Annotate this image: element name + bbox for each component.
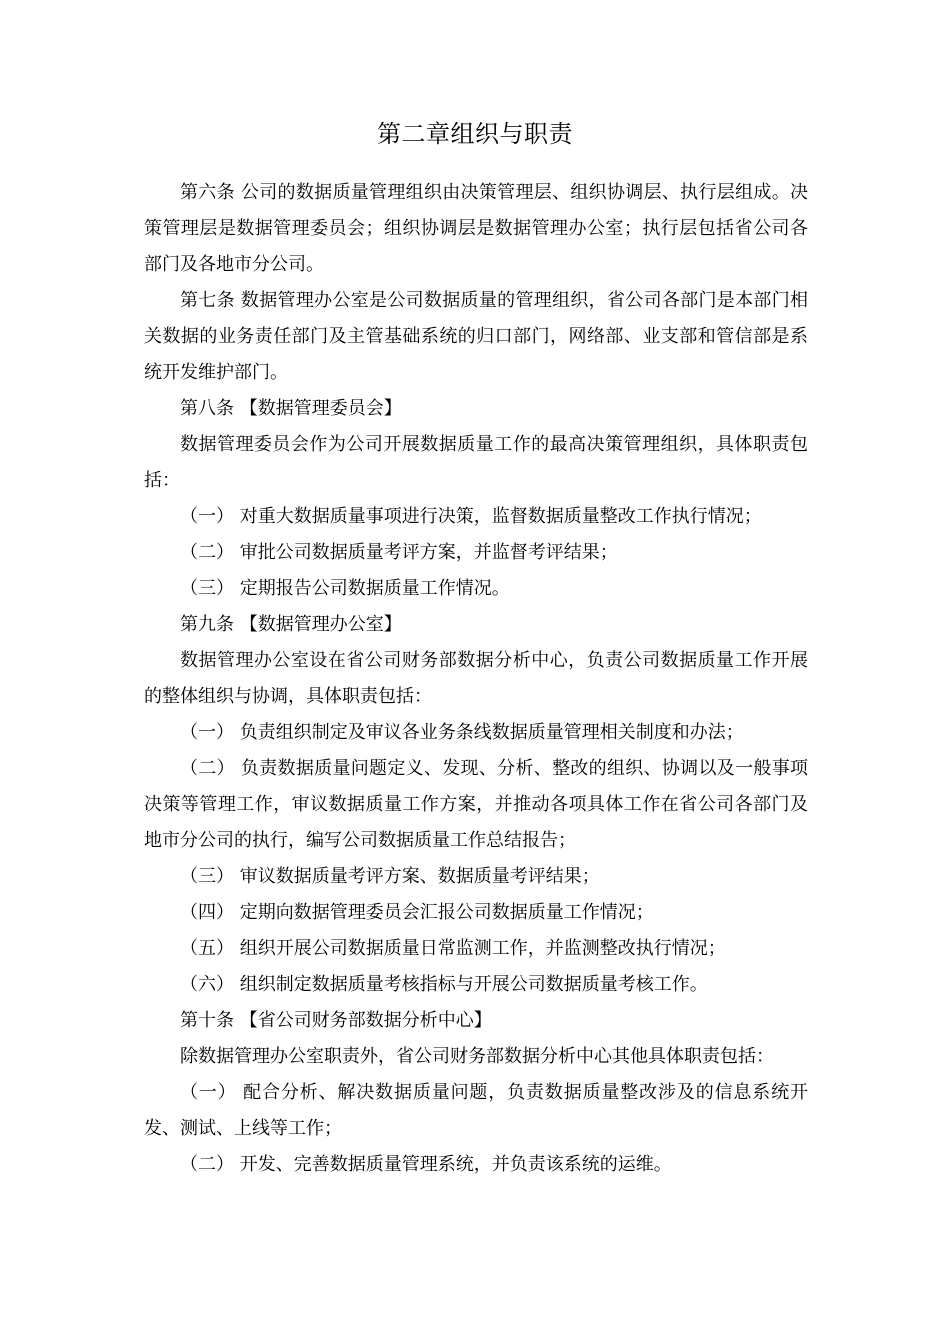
article-9-item-2: （二） 负责数据质量问题定义、发现、分析、整改的组织、协调以及一般事项决策等管理工作，审议数据质量工作方案，并推动各项具体工作在省公司各部门及地市分公司的执行，编写公司数据质量工作总结报告； <box>144 758 808 851</box>
article-9-item-4: （四） 定期向数据管理委员会汇报公司数据质量工作情况； <box>180 902 654 923</box>
article-6-paragraph: 第六条 公司的数据质量管理组织由决策管理层、组织协调层、执行层组成。决策管理层是数据管理委员会；组织协调层是数据管理办公室；执行层包括省公司各部门及各地市分公司。 <box>144 182 808 275</box>
article-9-heading: 第九条 【数据管理办公室】 <box>180 614 402 635</box>
article-8-item-2: （二） 审批公司数据质量考评方案，并监督考评结果； <box>180 542 618 563</box>
article-9-item-1: （一） 负责组织制定及审议各业务条线数据质量管理相关制度和办法； <box>180 722 744 743</box>
article-8-intro: 数据管理委员会作为公司开展数据质量工作的最高决策管理组织，具体职责包括： <box>144 434 808 491</box>
article-9-intro: 数据管理办公室设在省公司财务部数据分析中心，负责公司数据质量工作开展的整体组织与协调，具体职责包括： <box>144 650 808 707</box>
article-9-item-5: （五） 组织开展公司数据质量日常监测工作，并监测整改执行情况； <box>180 938 726 959</box>
chapter-title: 第二章组织与职责 <box>377 120 573 148</box>
article-9-item-6: （六） 组织制定数据质量考核指标与开展公司数据质量考核工作。 <box>180 974 708 995</box>
article-9-item-3: （三） 审议数据质量考评方案、数据质量考评结果； <box>180 866 600 887</box>
article-10-heading: 第十条 【省公司财务部数据分析中心】 <box>180 1010 492 1031</box>
article-8-item-1: （一） 对重大数据质量事项进行决策，监督数据质量整改工作执行情况； <box>180 506 762 527</box>
article-10-item-2: （二） 开发、完善数据质量管理系统，并负责该系统的运维。 <box>180 1154 672 1175</box>
article-8-item-3: （三） 定期报告公司数据质量工作情况。 <box>180 578 510 599</box>
article-10-intro: 除数据管理办公室职责外，省公司财务部数据分析中心其他具体职责包括： <box>180 1046 774 1067</box>
document-body <box>144 175 808 1183</box>
article-8-heading: 第八条 【数据管理委员会】 <box>180 398 402 419</box>
article-7-paragraph: 第七条 数据管理办公室是公司数据质量的管理组织，省公司各部门是本部门相关数据的业务责任部门及主管基础系统的归口部门，网络部、业支部和管信部是系统开发维护部门。 <box>144 290 808 383</box>
article-10-item-1: （一） 配合分析、解决数据质量问题，负责数据质量整改涉及的信息系统开发、测试、上线等工作； <box>144 1082 808 1139</box>
